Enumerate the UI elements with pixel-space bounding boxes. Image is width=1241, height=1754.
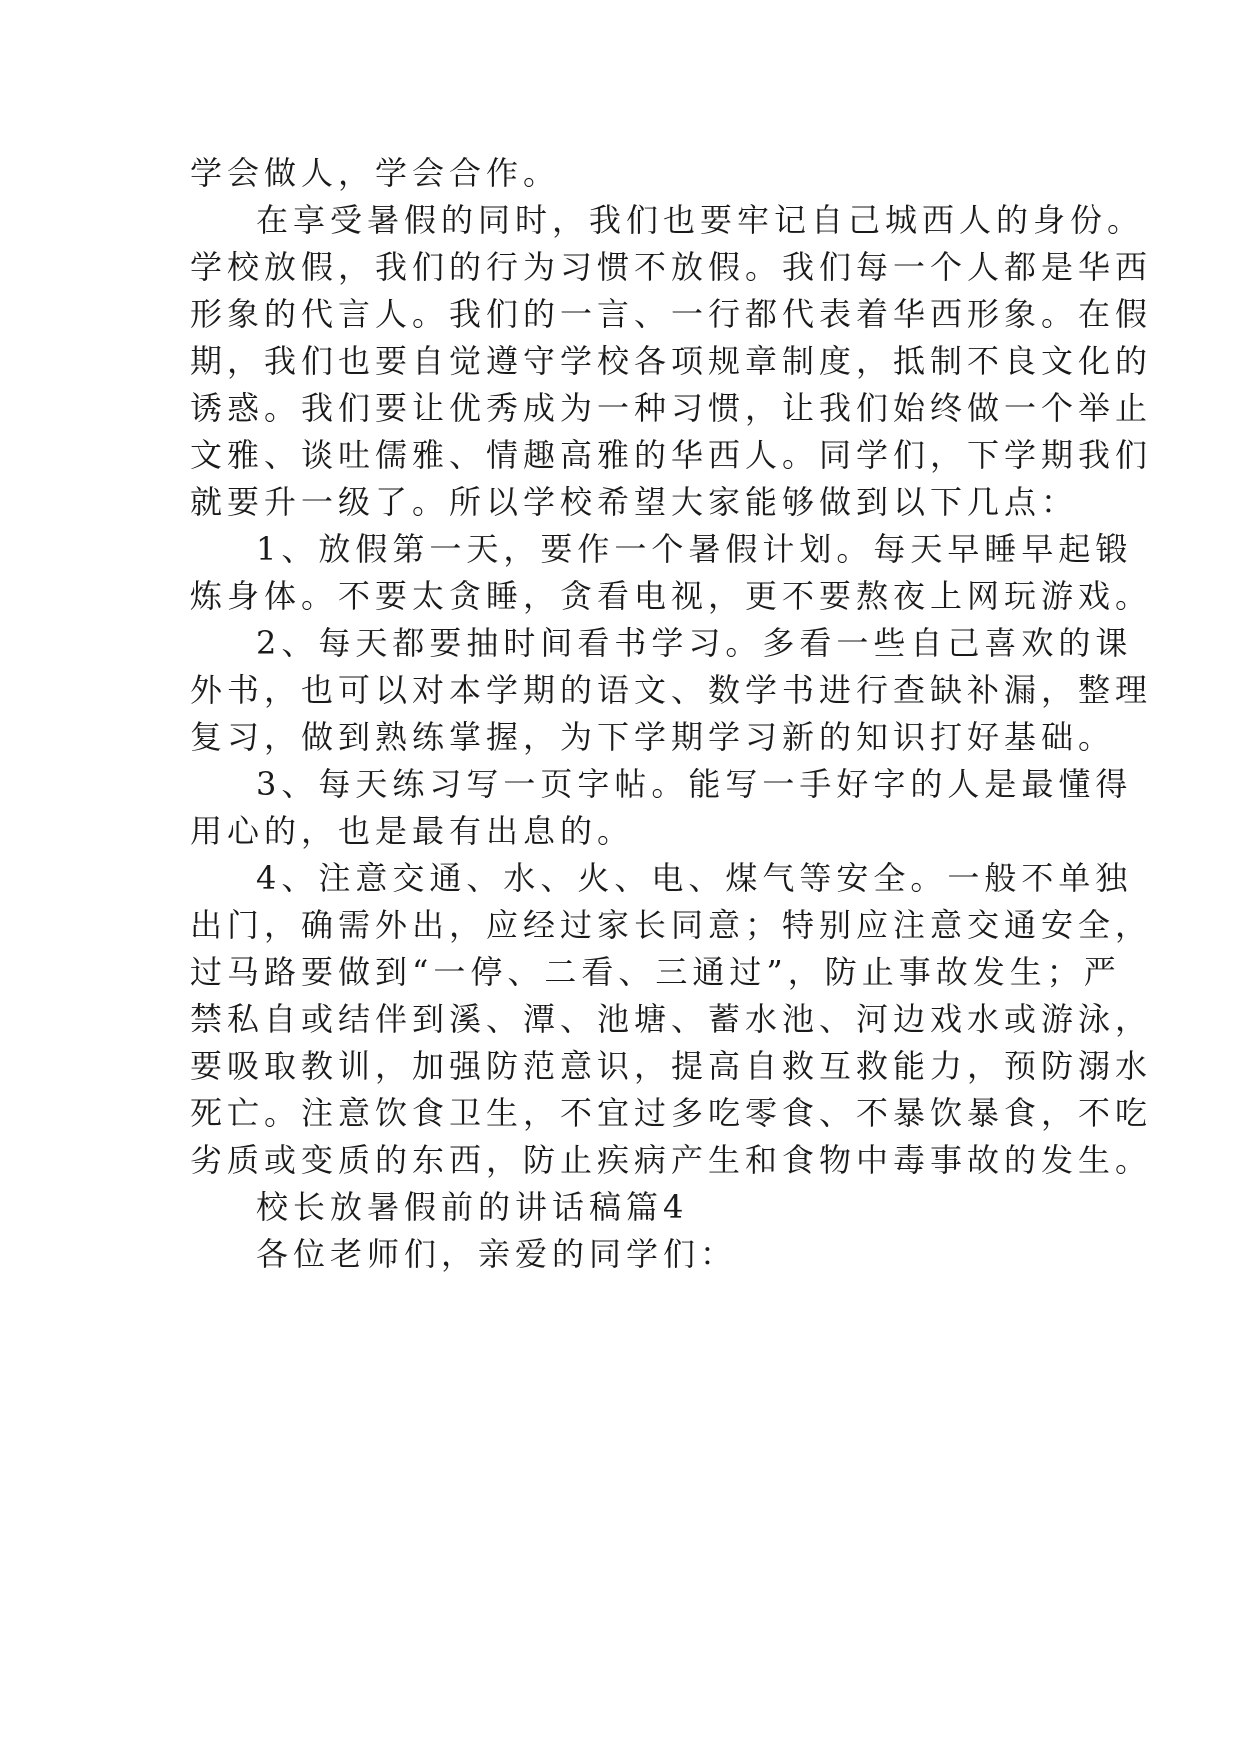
text-line: 形象的代言人。我们的一言、一行都代表着华西形象。在假 [190, 295, 1153, 333]
list-item-2: 2、每天都要抽时间看书学习。多看一些自己喜欢的课 [256, 624, 1133, 662]
text-line: 要吸取教训，加强防范意识，提高自救互救能力，预防溺水 [190, 1047, 1153, 1085]
text-line: 用心的，也是最有出息的。 [190, 812, 635, 850]
text-line: 学校放假，我们的行为习惯不放假。我们每一个人都是华西 [190, 248, 1153, 286]
text-line: 禁私自或结伴到溪、潭、池塘、蓄水池、河边戏水或游泳， [190, 1000, 1153, 1038]
text-line: 劣质或变质的东西，防止疾病产生和食物中毒事故的发生。 [190, 1141, 1153, 1179]
text-line: 就要升一级了。所以学校希望大家能够做到以下几点： [190, 483, 1079, 521]
list-item-3: 3、每天练习写一页字帖。能写一手好字的人是最懂得 [256, 765, 1133, 803]
text-line: 死亡。注意饮食卫生，不宜过多吃零食、不暴饮暴食，不吃 [190, 1094, 1153, 1132]
text-line: 炼身体。不要太贪睡，贪看电视，更不要熬夜上网玩游戏。 [190, 577, 1153, 615]
text-line: 复习，做到熟练掌握，为下学期学习新的知识打好基础。 [190, 718, 1116, 756]
section-heading: 校长放暑假前的讲话稿篇4 [256, 1188, 689, 1226]
text-line: 过马路要做到“一停、二看、三通过”，防止事故发生；严 [190, 953, 1121, 991]
paragraph-first-line: 在享受暑假的同时，我们也要牢记自己城西人的身份。 [256, 201, 1145, 239]
salutation: 各位老师们，亲爱的同学们： [256, 1235, 738, 1273]
text-line: 期，我们也要自觉遵守学校各项规章制度，抵制不良文化的 [190, 342, 1153, 380]
text-line: 诱惑。我们要让优秀成为一种习惯，让我们始终做一个举止 [190, 389, 1153, 427]
list-item-4: 4、注意交通、水、火、电、煤气等安全。一般不单独 [256, 859, 1133, 897]
text-line: 外书，也可以对本学期的语文、数学书进行查缺补漏，整理 [190, 671, 1153, 709]
text-line: 文雅、谈吐儒雅、情趣高雅的华西人。同学们，下学期我们 [190, 436, 1153, 474]
text-line: 学会做人，学会合作。 [190, 154, 561, 192]
text-line: 出门，确需外出，应经过家长同意；特别应注意交通安全， [190, 906, 1153, 944]
list-item-1: 1、放假第一天，要作一个暑假计划。每天早睡早起锻 [256, 530, 1133, 568]
